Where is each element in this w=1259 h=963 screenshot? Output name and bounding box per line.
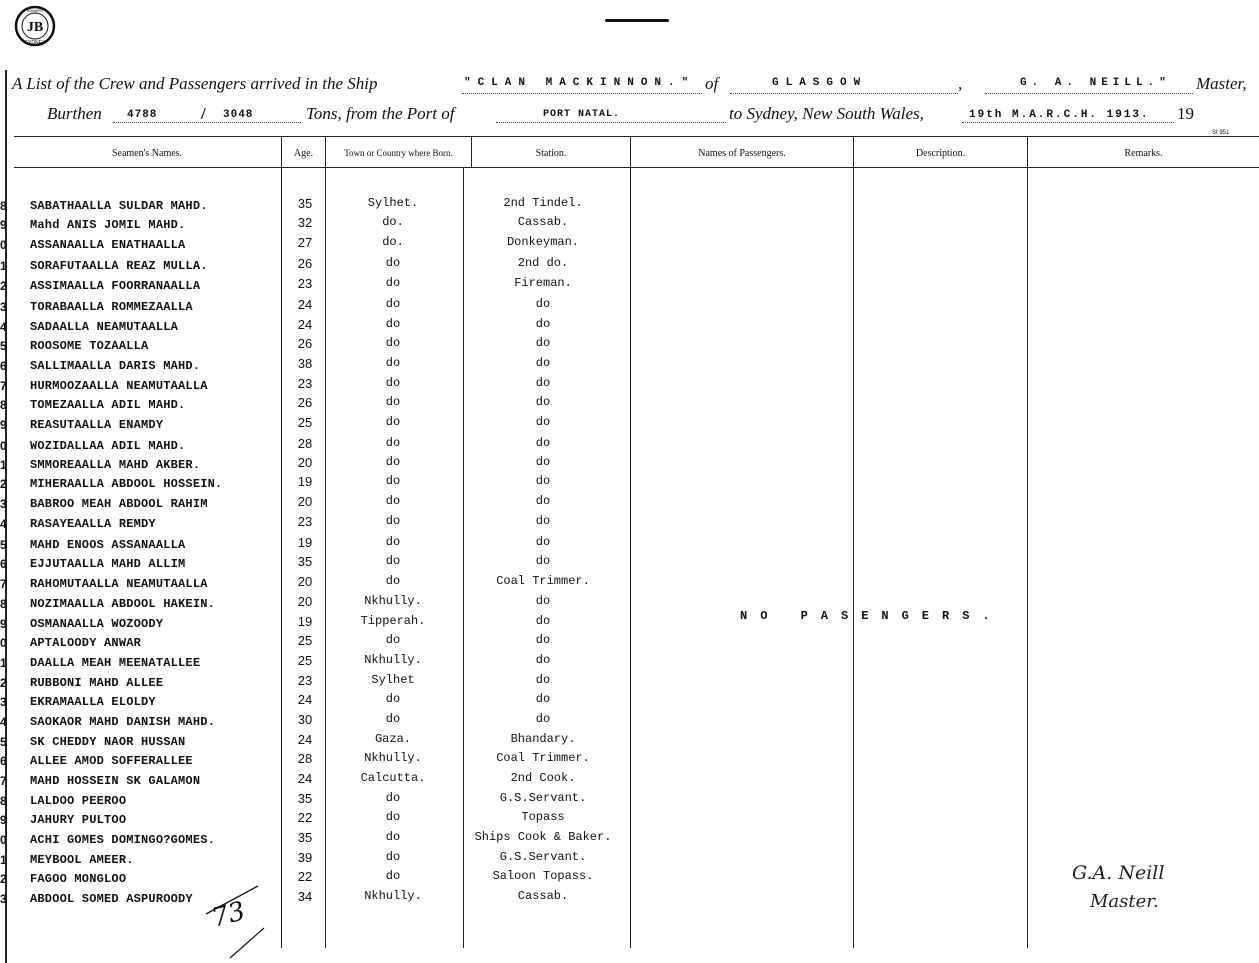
col-divider-passengers	[630, 136, 631, 948]
seaman-name: JAHURY PULTOO	[30, 813, 127, 827]
seaman-age: 24	[297, 297, 313, 312]
seaman-name: LALDOO PEEROO	[30, 794, 127, 808]
seaman-birthplace: do	[385, 474, 401, 488]
row-number: 0	[0, 833, 7, 847]
seaman-name: ACHI GOMES DOMINGO?GOMES.	[30, 833, 216, 847]
row-number: 4	[0, 715, 7, 729]
seaman-station: do	[535, 673, 551, 687]
seaman-age: 30	[297, 712, 313, 727]
row-number: 1	[0, 458, 7, 472]
row-number: 9	[0, 418, 7, 432]
seaman-name: OSMANAALLA WOZOODY	[30, 617, 164, 631]
seaman-age: 34	[297, 889, 313, 904]
seaman-age: 23	[297, 514, 313, 529]
row-number: 9	[0, 218, 7, 232]
col-header-remarks: Remarks.	[1124, 148, 1163, 159]
row-number: 2	[0, 872, 7, 886]
seaman-birthplace: do	[385, 810, 401, 824]
seaman-age: 23	[297, 673, 313, 688]
seaman-name: EKRAMAALLA ELOLDY	[30, 695, 156, 709]
row-number: 3	[0, 300, 7, 314]
row-number: 1	[0, 853, 7, 867]
seaman-birthplace: Gaza.	[374, 732, 411, 746]
seaman-birthplace: do	[385, 317, 401, 331]
seaman-station: 2nd do.	[517, 256, 569, 270]
burthen-dotted-line	[113, 122, 301, 123]
seaman-station: do	[535, 395, 551, 409]
seaman-age: 19	[297, 614, 313, 629]
seaman-name: NOZIMAALLA ABDOOL HAKEIN.	[30, 597, 216, 611]
seaman-birthplace: do	[385, 830, 401, 844]
seaman-station: G.S.Servant.	[499, 850, 587, 864]
row-number: 7	[0, 774, 7, 788]
seaman-birthplace: do	[385, 436, 401, 450]
row-number: 8	[0, 398, 7, 412]
master-dotted-line	[985, 93, 1193, 94]
seaman-name: ALLEE AMOD SOFFERALLEE	[30, 754, 193, 768]
seaman-station: do	[535, 436, 551, 450]
seaman-age: 24	[297, 732, 313, 747]
seaman-station: 2nd Tindel.	[503, 196, 583, 210]
seaman-station: do	[535, 494, 551, 508]
seaman-name: ASSANAALLA ENATHAALLA	[30, 238, 186, 252]
seaman-name: RASAYEAALLA REMDY	[30, 517, 156, 531]
seaman-name: RAHOMUTAALLA NEAMUTAALLA	[30, 577, 208, 591]
seaman-station: do	[535, 415, 551, 429]
year-suffix: 19	[1177, 104, 1194, 123]
seaman-age: 19	[297, 535, 313, 550]
seaman-name: SMMOREAALLA MAHD AKBER.	[30, 458, 201, 472]
seaman-birthplace: do	[385, 415, 401, 429]
table-top-line	[14, 136, 1259, 137]
seaman-station: do	[535, 317, 551, 331]
seaman-age: 39	[297, 850, 313, 865]
row-number: 4	[0, 320, 7, 334]
seaman-name: SABATHAALLA SULDAR MAHD.	[30, 199, 208, 213]
seaman-age: 23	[297, 376, 313, 391]
seaman-station: Ships Cook & Baker.	[474, 830, 612, 844]
seaman-age: 20	[297, 494, 313, 509]
row-number: 6	[0, 557, 7, 571]
seaman-station: Bhandary.	[510, 732, 576, 746]
row-number: 8	[0, 794, 7, 808]
seaman-name: TOMEZAALLA ADIL MAHD.	[30, 398, 186, 412]
row-number: 6	[0, 359, 7, 373]
seaman-name: ASSIMAALLA FOORRANAALLA	[30, 279, 201, 293]
seaman-birthplace: Nkhully.	[364, 653, 422, 667]
row-number: 8	[0, 597, 7, 611]
stamp-monogram: JB	[26, 20, 44, 35]
seaman-birthplace: do	[385, 514, 401, 528]
seaman-station: G.S.Servant.	[499, 791, 587, 805]
seaman-age: 35	[297, 196, 313, 211]
seaman-station: do	[535, 356, 551, 370]
seaman-birthplace: do	[385, 376, 401, 390]
seaman-birthplace: do	[385, 395, 401, 409]
seaman-name: ABDOOL SOMED ASPUROODY	[30, 892, 193, 906]
row-number: 0	[0, 238, 7, 252]
seaman-birthplace: Nkhully.	[364, 751, 422, 765]
seaman-birthplace: do	[385, 869, 401, 883]
seaman-birthplace: do.	[382, 235, 404, 249]
seaman-age: 35	[297, 830, 313, 845]
burthen-slash: /	[201, 104, 206, 123]
seaman-age: 24	[297, 692, 313, 707]
row-number: 9	[0, 813, 7, 827]
seaman-station: do	[535, 297, 551, 311]
burthen-value-2: 3048	[223, 109, 254, 121]
row-number: 4	[0, 517, 7, 531]
col-header-town: Town or Country where Born.	[344, 148, 453, 158]
seaman-birthplace: do	[385, 297, 401, 311]
seaman-birthplace: do	[385, 494, 401, 508]
seaman-birthplace: do	[385, 276, 401, 290]
row-number: 3	[0, 892, 7, 906]
seaman-name: RUBBONI MAHD ALLEE	[30, 676, 164, 690]
seaman-name: MAHD HOSSEIN SK GALAMON	[30, 774, 201, 788]
seaman-birthplace: do	[385, 574, 401, 588]
header-master-text: Master,	[1196, 74, 1247, 93]
seaman-age: 38	[297, 356, 313, 371]
seaman-age: 24	[297, 771, 313, 786]
seaman-name: EJJUTAALLA MAHD ALLIM	[30, 557, 186, 571]
seaman-name: SADAALLA NEAMUTAALLA	[30, 320, 179, 334]
seaman-name: MIHERAALLA ABDOOL HOSSEIN.	[30, 477, 223, 491]
seaman-birthplace: Nkhully.	[364, 594, 422, 608]
seaman-birthplace: Calcutta.	[360, 771, 426, 785]
row-number: 3	[0, 497, 7, 511]
seaman-station: do	[535, 614, 551, 628]
seaman-age: 28	[297, 751, 313, 766]
row-number: 0	[0, 636, 7, 650]
no-passengers-note: NO PASENGERS.	[740, 609, 1003, 623]
master-signature-name: G.A. Neill	[1072, 862, 1165, 884]
seaman-station: Donkeyman.	[506, 235, 579, 249]
row-number: 2	[0, 477, 7, 491]
seaman-birthplace: do	[385, 850, 401, 864]
seaman-birthplace: do.	[382, 215, 404, 229]
seaman-age: 26	[297, 336, 313, 351]
ship-name: "CLAN MACKINNON."	[464, 77, 696, 89]
col-header-passengers: Names of Passengers.	[698, 148, 786, 159]
seaman-birthplace: Nkhully.	[364, 889, 422, 903]
arrival-date: 19th M.A.R.C.H. 1913.	[969, 109, 1150, 121]
row-number: 7	[0, 379, 7, 393]
seaman-station: do	[535, 535, 551, 549]
row-number: 1	[0, 259, 7, 273]
seaman-station: do	[535, 633, 551, 647]
header-of-text: of	[705, 74, 719, 93]
seaman-name: HURMOOZAALLA NEAMUTAALLA	[30, 379, 208, 393]
seaman-name: FAGOO MONGLOO	[30, 872, 127, 886]
row-number: 8	[0, 199, 7, 213]
seaman-age: 20	[297, 594, 313, 609]
seaman-birthplace: do	[385, 535, 401, 549]
seaman-birthplace: do	[385, 256, 401, 270]
seaman-age: 24	[297, 317, 313, 332]
seaman-name: SK CHEDDY NAOR HUSSAN	[30, 735, 186, 749]
seaman-station: do	[535, 653, 551, 667]
stamp-top-text: INWARD	[26, 8, 44, 13]
seaman-station: do	[535, 336, 551, 350]
seaman-name: WOZIDALLAA ADIL MAHD.	[30, 439, 186, 453]
row-number: 5	[0, 339, 7, 353]
seaman-age: 35	[297, 791, 313, 806]
row-number: 3	[0, 695, 7, 709]
seaman-station: do	[535, 554, 551, 568]
seaman-station: do	[535, 712, 551, 726]
registry-dotted-line	[730, 93, 958, 94]
header-tons-text: Tons, from the Port of	[306, 104, 455, 123]
date-dotted-line	[962, 122, 1174, 123]
seaman-birthplace: Tipperah.	[360, 614, 426, 628]
tally-number: 73	[208, 896, 249, 934]
seaman-name: MEYBOOL AMEER.	[30, 853, 134, 867]
seaman-age: 20	[297, 455, 313, 470]
seaman-name: ROOSOME TOZAALLA	[30, 339, 149, 353]
seaman-station: do	[535, 376, 551, 390]
row-number: 2	[0, 676, 7, 690]
seaman-age: 19	[297, 474, 313, 489]
row-number: 9	[0, 617, 7, 631]
seaman-birthplace: do	[385, 455, 401, 469]
anchor-seal-stamp-icon	[14, 0, 56, 56]
seaman-name: REASUTAALLA ENAMDY	[30, 418, 164, 432]
seaman-station: Cassab.	[517, 215, 569, 229]
col-divider-age	[281, 136, 282, 948]
seaman-birthplace: do	[385, 791, 401, 805]
row-number: 1	[0, 656, 7, 670]
seaman-station: Coal Trimmer.	[496, 574, 590, 588]
seaman-age: 22	[297, 810, 313, 825]
seaman-name: SORAFUTAALLA REAZ MULLA.	[30, 259, 208, 273]
top-dash	[605, 19, 669, 22]
seaman-age: 26	[297, 395, 313, 410]
seaman-birthplace: do	[385, 336, 401, 350]
seaman-name: SAOKAOR MAHD DANISH MAHD.	[30, 715, 216, 729]
seaman-name: Mahd ANIS JOMIL MAHD.	[30, 218, 186, 232]
seaman-age: 35	[297, 554, 313, 569]
seaman-name: APTALOODY ANWAR	[30, 636, 142, 650]
row-number: 5	[0, 538, 7, 552]
col-divider-remarks	[1027, 136, 1028, 948]
header-comma: ,	[958, 74, 963, 93]
row-number: 6	[0, 754, 7, 768]
seaman-birthplace: do	[385, 554, 401, 568]
seaman-age: 27	[297, 235, 313, 250]
seaman-age: 25	[297, 415, 313, 430]
seaman-birthplace: Sylhet	[371, 673, 415, 687]
seaman-name: SALLIMAALLA DARIS MAHD.	[30, 359, 201, 373]
seaman-age: 26	[297, 256, 313, 271]
header-sydney-text: to Sydney, New South Wales,	[729, 104, 924, 123]
seaman-station: Coal Trimmer.	[496, 751, 590, 765]
seaman-birthplace: do	[385, 633, 401, 647]
seaman-age: 28	[297, 436, 313, 451]
from-port: PORT NATAL.	[543, 109, 621, 120]
burthen-value-1: 4788	[127, 109, 158, 121]
row-number: 7	[0, 577, 7, 591]
seaman-station: Fireman.	[514, 276, 572, 290]
col-divider-description	[853, 136, 854, 948]
master-signature-title: Master.	[1090, 891, 1159, 912]
port-dotted-line	[496, 122, 726, 123]
seaman-name: DAALLA MEAH MEENATALLEE	[30, 656, 201, 670]
row-number: 2	[0, 279, 7, 293]
seaman-station: do	[535, 514, 551, 528]
seaman-name: BABROO MEAH ABDOOL RAHIM	[30, 497, 208, 511]
seaman-name: TORABAALLA ROMMEZAALLA	[30, 300, 193, 314]
seaman-station: Cassab.	[517, 889, 569, 903]
seaman-age: 25	[297, 633, 313, 648]
seaman-station: 2nd Cook.	[510, 771, 576, 785]
col-header-station: Station.	[535, 148, 567, 159]
seaman-station: Topass	[521, 810, 565, 824]
row-number: 5	[0, 735, 7, 749]
seaman-age: 22	[297, 869, 313, 884]
master-name: G. A. NEILL."	[1020, 77, 1171, 89]
seaman-birthplace: do	[385, 356, 401, 370]
seaman-name: MAHD ENOOS ASSANAALLA	[30, 538, 186, 552]
row-number: 0	[0, 439, 7, 453]
port-of-registry: GLASGOW	[772, 77, 868, 89]
seaman-age: 23	[297, 276, 313, 291]
seaman-age: 20	[297, 574, 313, 589]
table-header-bottom-line	[14, 167, 1259, 168]
seaman-station: do	[535, 474, 551, 488]
form-code: St 951	[1212, 130, 1230, 136]
seaman-birthplace: Sylhet.	[367, 196, 419, 210]
seaman-birthplace: do	[385, 712, 401, 726]
col-header-age: Age.	[293, 148, 314, 159]
seaman-station: do	[535, 455, 551, 469]
seaman-age: 32	[297, 215, 313, 230]
stamp-bottom-text: SYDNEY	[24, 40, 46, 46]
header-line1-text: A List of the Crew and Passengers arrived in the Ship	[12, 74, 378, 93]
col-header-description: Description.	[915, 148, 966, 159]
ship-dotted-line	[462, 93, 702, 94]
seaman-station: do	[535, 692, 551, 706]
header-burthen-text: Burthen	[47, 104, 102, 123]
seaman-birthplace: do	[385, 692, 401, 706]
seaman-age: 25	[297, 653, 313, 668]
seaman-station: Saloon Topass.	[492, 869, 594, 883]
seaman-station: do	[535, 594, 551, 608]
col-header-names: Seamen's Names.	[111, 148, 183, 159]
